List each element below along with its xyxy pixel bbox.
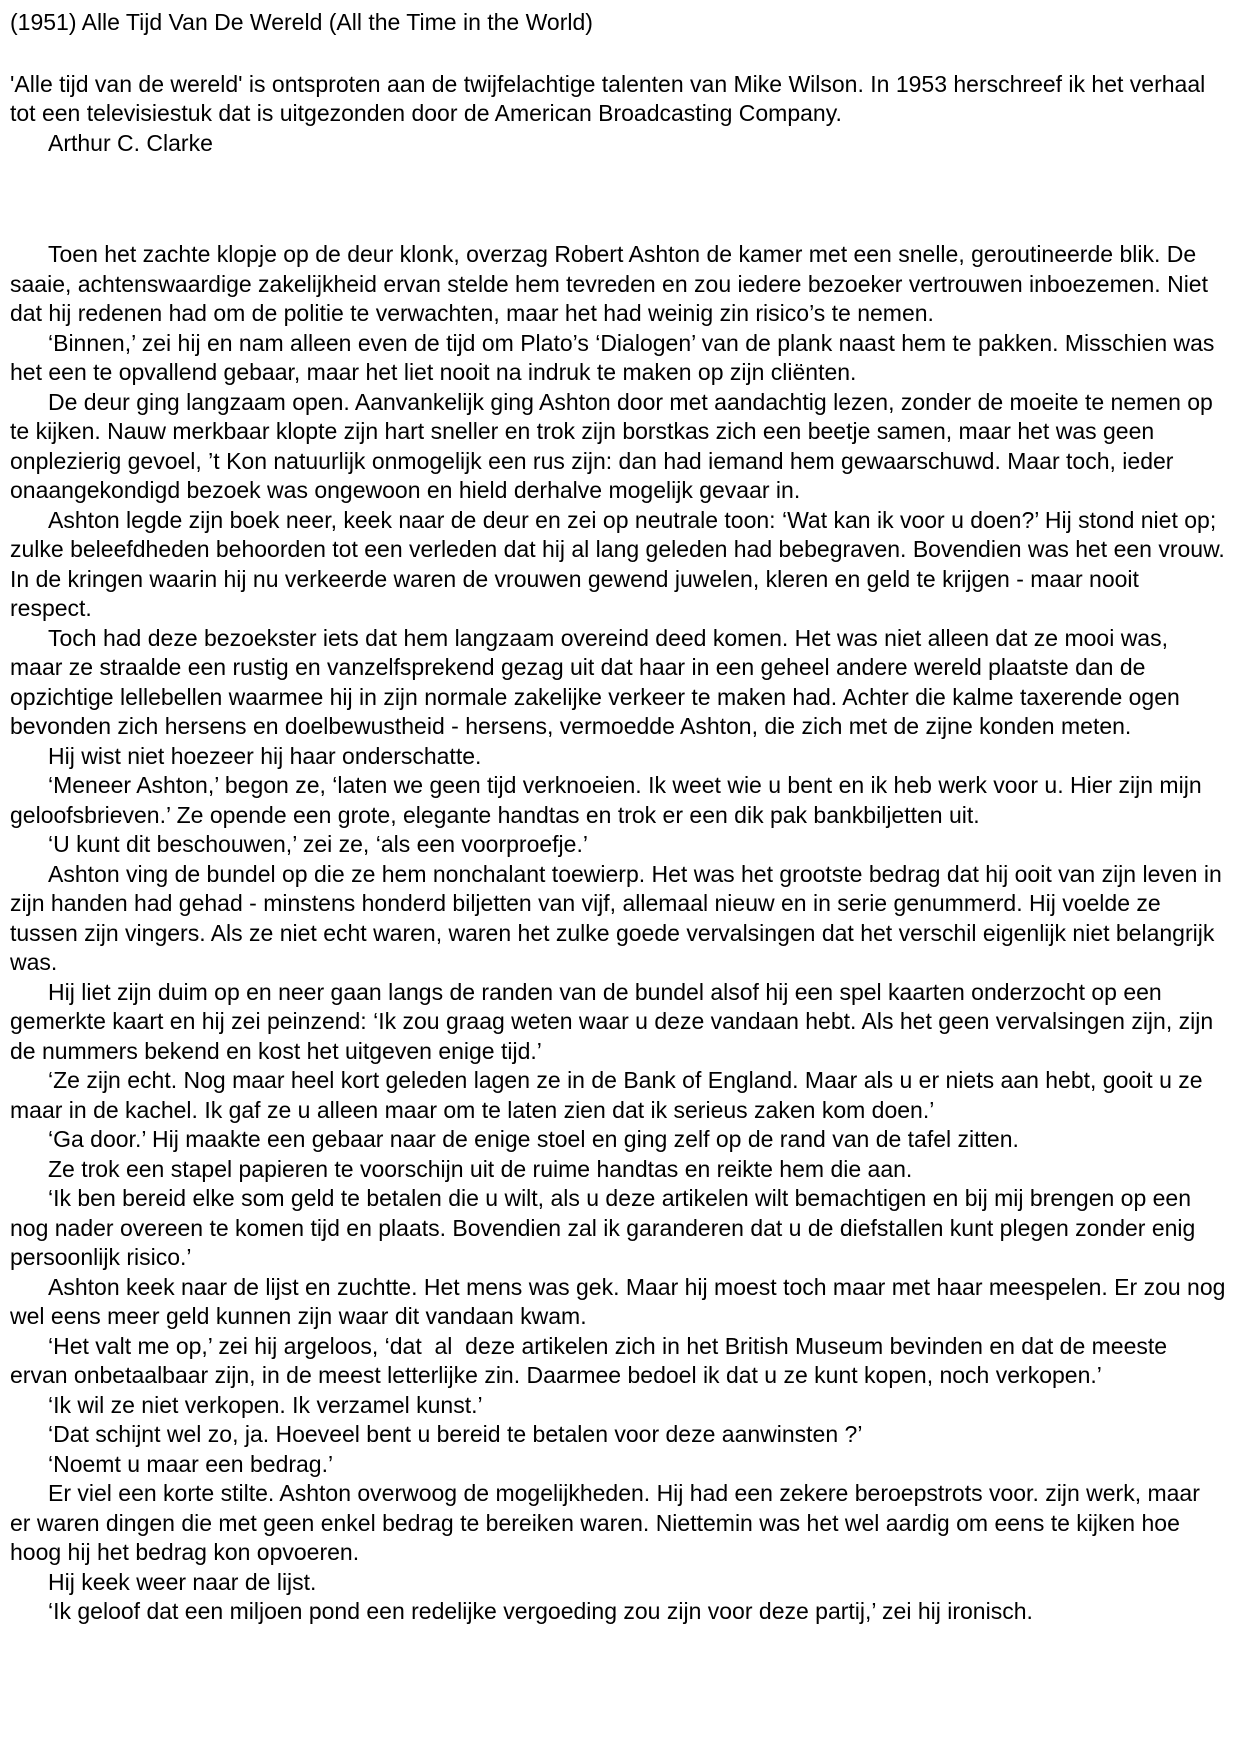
story-paragraph: De deur ging langzaam open. Aanvankelijk ging Ashton door met aandachtig lezen, zonder de moeite te nemen op te kijken. Nauw merkbaar klopte zijn hart sneller en trok zijn borstkas zich een beetje samen, maar het was geen onplezierig gevoel, ’t Kon natuurlijk onmogelijk een rus zijn: dan had iemand hem gewaarschuwd. Maar toch, ieder onaangekondigd bezoek was ongewoon en hield derhalve mogelijk gevaar in.	[10, 388, 1220, 503]
story-paragraph: ‘Ze zijn echt. Nog maar heel kort geleden lagen ze in de Bank of England. Maar als u er niets aan hebt, gooit u ze maar in de kachel. Ik gaf ze u alleen maar om te laten zien dat ik serieus zaken kom doen.’	[10, 1067, 1209, 1123]
story-paragraph: Hij keek weer naar de lijst.	[48, 1568, 317, 1595]
story-paragraph: ‘Ik ben bereid elke som geld te betalen die u wilt, als u deze artikelen wilt bemachtigen en bij mij brengen op een nog nader overeen te komen tijd en plaats. Bovendien zal ik garanderen dat u de diefstallen kunt plegen zonder enig persoonlijk risico.’	[10, 1185, 1202, 1270]
story-paragraph: Ze trok een stapel papieren te voorschijn uit de ruime handtas en reikte hem die aan.	[48, 1155, 913, 1182]
story-paragraph: Ashton legde zijn boek neer, keek naar de deur en zei op neutrale toon: ‘Wat kan ik voor u doen?’ Hij stond niet op; zulke beleefdheden behoorden tot een verleden dat hij al lang geleden had bebegraven. Bovendien was het een vrouw. In de kringen waarin hij nu verkeerde waren de vrouwen gewend juwelen, kleren en geld te krijgen - maar nooit respect.	[10, 506, 1232, 621]
story-paragraph: ‘Noemt u maar een bedrag.’	[48, 1450, 334, 1477]
story-paragraph: ‘Ik wil ze niet verkopen. Ik verzamel kunst.’	[48, 1391, 483, 1418]
intro-note: 'Alle tijd van de wereld' is ontsproten aan de twijfelachtige talenten van Mike Wilson. In 1953 herschreef ik het verhaal tot een televisiestuk dat is uitgezonden door de American Broadcasting Company.	[10, 70, 1212, 126]
story-paragraph: ‘U kunt dit beschouwen,’ zei ze, ‘als een voorproefje.’	[48, 831, 588, 857]
story-paragraph: Er viel een korte stilte. Ashton overwoog de mogelijkheden. Hij had een zekere beroepstrots voor. zijn werk, maar er waren dingen die met geen enkel bedrag te bereiken waren. Niettemin was het wel aardig om eens te kijken hoe hoog hij het bedrag kon opvoeren.	[10, 1480, 1207, 1565]
story-paragraph: Hij liet zijn duim op en neer gaan langs de randen van de bundel alsof hij een spel kaarten onderzocht op een gemerkte kaart en hij zei peinzend: ‘Ik zou graag weten waar u deze vandaan hebt. Als het geen vervalsingen zijn, zijn de nummers bekend en kost het uitgeven enige tijd.’	[10, 978, 1220, 1064]
story-paragraph: ‘Binnen,’ zei hij en nam alleen even de tijd om Plato’s ‘Dialogen’ van de plank naast hem te pakken. Misschien was het een te opvallend gebaar, maar het liet nooit na indruk te maken op zijn cliënten.	[10, 329, 1221, 385]
story-paragraph: Toen het zachte klopje op de deur klonk, overzag Robert Ashton de kamer met een snelle, geroutineerde blik. De saaie, achtenswaardige zakelijkheid ervan stelde hem tevreden en zou iedere bezoeker vertrouwen inboezemen. Niet dat hij redenen had om de politie te verwachten, maar het had weinig zin risico’s te nemen.	[10, 241, 1215, 326]
story-paragraph: ‘Ga door.’ Hij maakte een gebaar naar de enige stoel en ging zelf op de rand van de tafel zitten.	[48, 1126, 1019, 1152]
story-paragraph: Ashton keek naar de lijst en zuchtte. Het mens was gek. Maar hij moest toch maar met haar meespelen. Er zou nog wel eens meer geld kunnen zijn waar dit vandaan kwam.	[10, 1273, 1232, 1329]
story-paragraph: Hij wist niet hoezeer hij haar onderschatte.	[48, 742, 482, 769]
story-paragraph: ‘Het valt me op,’ zei hij argeloos, ‘dat al deze artikelen zich in het British Museum bevinden en dat de meeste ervan onbetaalbaar zijn, in de meest letterlijke zin. Daarmee bedoel ik dat u ze kunt kopen, noch verkopen.’	[10, 1332, 1174, 1388]
author-name: Arthur C. Clarke	[48, 129, 213, 156]
story-paragraph: ‘Dat schijnt wel zo, ja. Hoeveel bent u bereid te betalen voor deze aanwinsten ?’	[48, 1421, 863, 1447]
story-paragraph: ‘Ik geloof dat een miljoen pond een redelijke vergoeding zou zijn voor deze partij,’ zei hij ironisch.	[48, 1598, 1033, 1624]
document-title: (1951) Alle Tijd Van De Wereld (All the Time in the World)	[10, 9, 593, 35]
story-paragraph: Toch had deze bezoekster iets dat hem langzaam overeind deed komen. Het was niet alleen dat ze mooi was, maar ze straalde een rustig en vanzelfsprekend gezag uit dat haar in een geheel andere wereld plaatste dan de opzichtige lellebellen waarmee hij in zijn normale zakelijke verkeer te maken had. Achter die kalme taxerende ogen bevonden zich hersens en doelbewustheid - hersens, vermoedde Ashton, die zich met de zijne konden meten.	[10, 624, 1187, 739]
story-paragraph: ‘Meneer Ashton,’ begon ze, ‘laten we geen tijd verknoeien. Ik weet wie u bent en ik heb werk voor u. Hier zijn mijn geloofsbrieven.’ Ze opende een grote, elegante handtas en trok er een dik pak bankbiljetten uit.	[10, 772, 1208, 828]
story-body	[10, 240, 1232, 1627]
story-paragraph: Ashton ving de bundel op die ze hem nonchalant toewierp. Het was het grootste bedrag dat hij ooit van zijn leven in zijn handen had gehad - minstens honderd biljetten van vijf, allemaal nieuw en in serie genummerd. Hij voelde ze tussen zijn vingers. Als ze niet echt waren, waren het zulke goede vervalsingen dat het verschil eigenlijk niet belangrijk was.	[10, 860, 1229, 975]
